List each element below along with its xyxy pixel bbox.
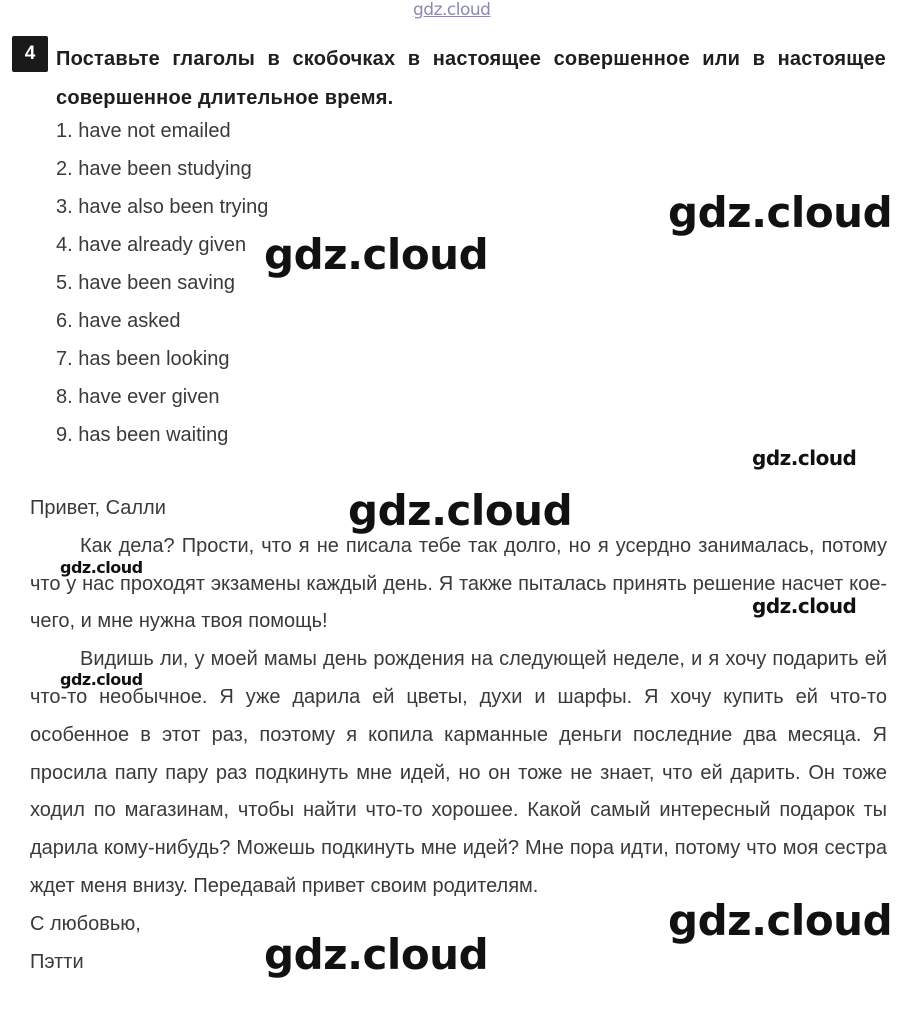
watermark-top: gdz.cloud: [413, 0, 491, 20]
answer-item: 1. have not emailed: [56, 120, 231, 142]
watermark: gdz.cloud: [668, 896, 893, 945]
answer-list: [56, 112, 268, 454]
letter-closing: С любовью,: [30, 912, 141, 935]
answer-item: 2. have been studying: [56, 158, 252, 180]
watermark: gdz.cloud: [264, 930, 489, 979]
watermark: gdz.cloud: [60, 670, 143, 689]
letter-paragraph: Видишь ли, у моей мамы день рождения на следующей неделе, и я хочу подарить ей что-то необычное. Я уже дарила ей цветы, духи и шарфы. Я хочу купить ей что-то особенное в этот раз, поэтому я копила карманные деньги последние два месяца. Я просила папу пару раз подкинуть мне идей, но он тоже не знает, что ей дарить. Он тоже ходил по магазинам, чтобы найти что-то хорошее. Какой самый интересный подарок ты дарила кому-нибудь? Можешь подкинуть мне идей? Мне пора идти, потому что моя сестра ждет меня внизу. Передавай привет своим родителям.: [30, 648, 887, 897]
answer-item: 7. has been looking: [56, 348, 230, 370]
watermark: gdz.cloud: [668, 188, 893, 237]
answer-item: 4. have already given: [56, 234, 247, 256]
answer-item: 9. has been waiting: [56, 424, 229, 446]
letter-signature: Пэтти: [30, 950, 84, 973]
watermark: gdz.cloud: [264, 230, 489, 279]
answer-item: 5. have been saving: [56, 272, 236, 294]
task-title: Поставьте глаголы в скобочках в настоящее совершенное или в настоящее совершенное длительное время.: [56, 48, 886, 109]
watermark: gdz.cloud: [348, 486, 573, 535]
watermark: gdz.cloud: [752, 594, 857, 618]
letter-greeting: Привет, Салли: [30, 497, 166, 519]
answer-item: 6. have asked: [56, 310, 181, 332]
watermark: gdz.cloud: [60, 558, 143, 577]
letter-paragraph: Как дела? Прости, что я не писала тебе так долго, но я усердно занималась, потому что у нас проходят экзамены каждый день. Я также пыталась принять решение насчет кое-чего, и мне нужна твоя помощь!: [30, 534, 887, 633]
watermark: gdz.cloud: [752, 446, 857, 470]
task-number-badge: 4: [12, 36, 48, 72]
answer-item: 8. have ever given: [56, 386, 220, 408]
answer-item: 3. have also been trying: [56, 196, 269, 218]
